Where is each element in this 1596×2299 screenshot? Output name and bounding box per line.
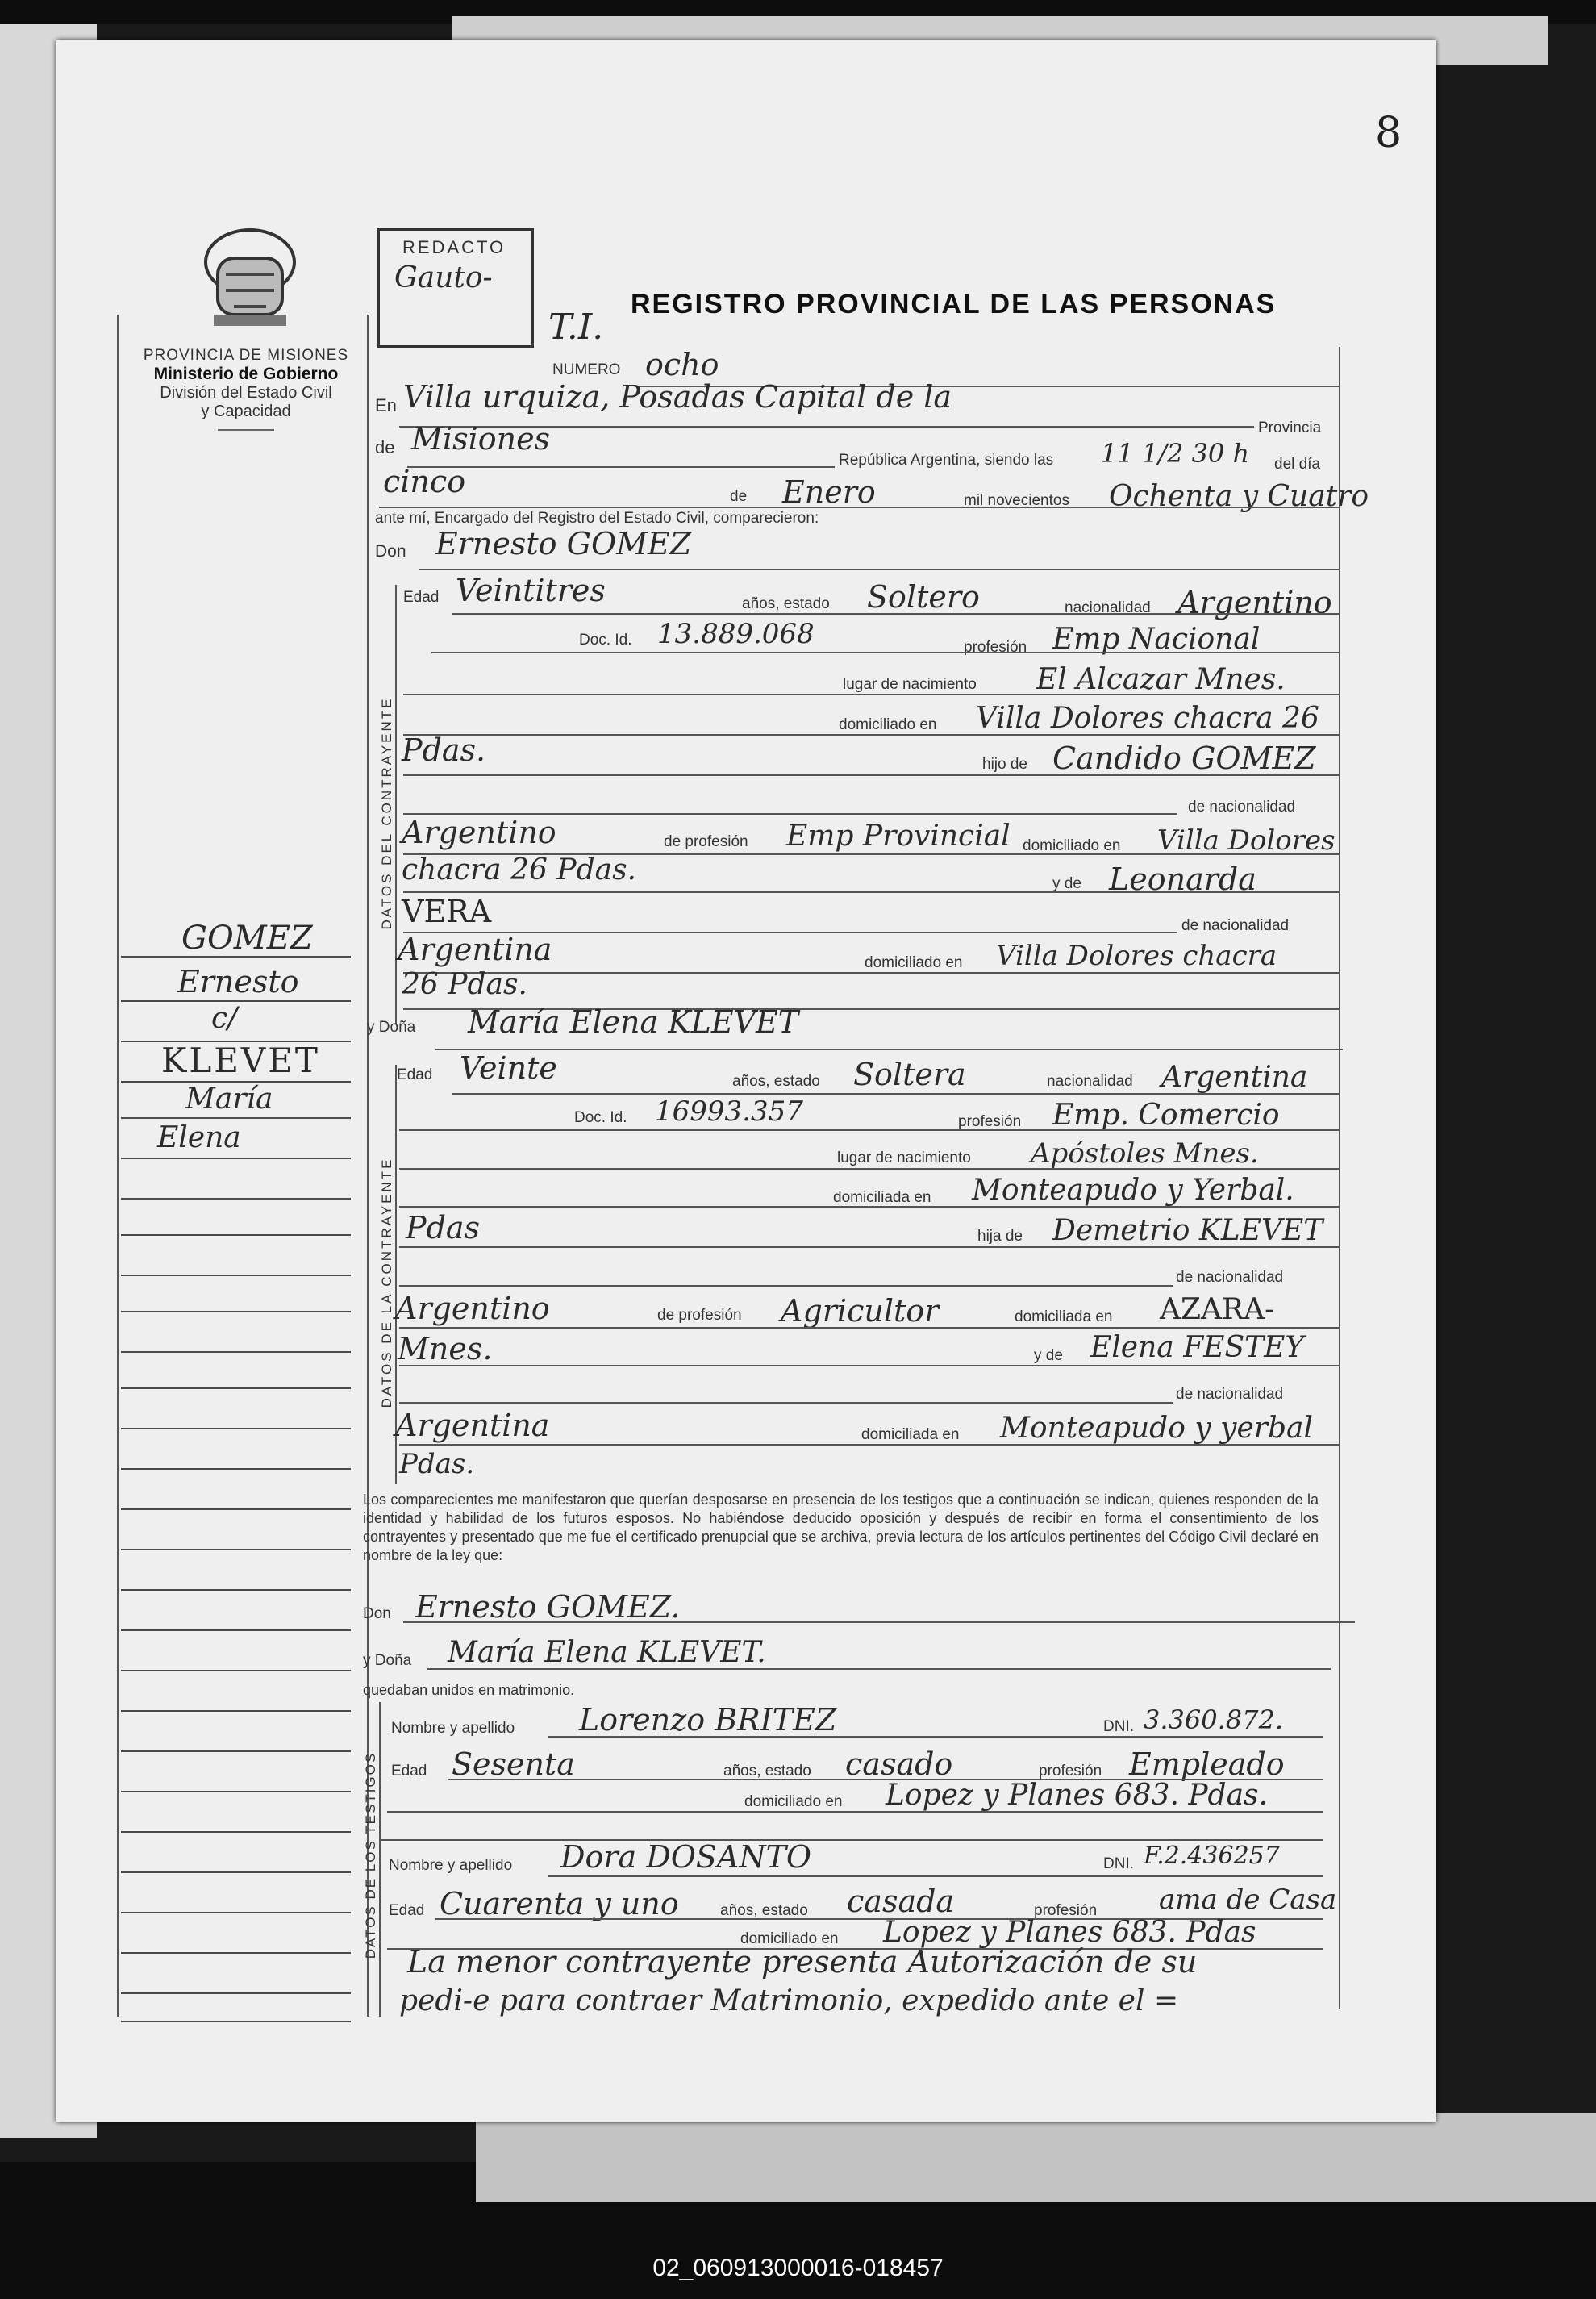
declara-don-line (403, 1621, 1355, 1623)
padre-line (403, 774, 1339, 776)
declara-dona-label: y Doña (363, 1652, 412, 1669)
contrayenta-madre-dom2: Pdas. (399, 1448, 475, 1480)
testigo1-edad-label: Edad (391, 1763, 427, 1780)
anio-value: Ochenta y Cuatro (1109, 480, 1369, 513)
testigo1-nombre-line (548, 1736, 1323, 1738)
margin-firstname: Ernesto (177, 964, 299, 999)
margin-line (121, 1549, 351, 1550)
republica-label: República Argentina, siendo las (839, 452, 1054, 469)
contrayenta-nombre: María Elena KLEVET (468, 1004, 799, 1040)
anos-estado-label: años, estado (742, 595, 830, 612)
margin-line (121, 2021, 351, 2022)
contrayenta-madre-dom-label: domiciliada en (861, 1426, 960, 1443)
margin-divider (117, 315, 119, 2017)
contrayente-domicilio2: Pdas. (402, 732, 486, 768)
testigo1-dom-line (387, 1811, 1323, 1813)
side-contrayenta: DATOS DE LA CONTRAYENTE (379, 1157, 394, 1408)
don-line (419, 569, 1339, 570)
contrayenta-estado: Soltera (853, 1057, 966, 1092)
nacionalidad-label: nacionalidad (1065, 599, 1151, 616)
lugar-nac-label: lugar de nacimiento (843, 676, 977, 693)
ti-mark: T.I. (548, 307, 604, 348)
contrayente-madre-dom2: 26 Pdas. (402, 968, 527, 1001)
contrayente-domicilio: Villa Dolores chacra 26 (976, 702, 1319, 735)
del-dia-label: del día (1274, 456, 1321, 473)
numero-value: ocho (645, 347, 719, 382)
declara-don-label: Don (363, 1605, 391, 1622)
authority-capacity: y Capacidad (201, 403, 291, 420)
doc-line (431, 652, 1339, 653)
margin-line (121, 1508, 351, 1510)
margin-line (121, 1629, 351, 1631)
margin-line (121, 1912, 351, 1913)
contrayente-madre-nac: Argentina (398, 932, 552, 967)
footer-code: 02_060913000016-018457 (652, 2255, 944, 2281)
form-right-border (1339, 347, 1340, 2009)
authority-ministry: Ministerio de Gobierno (153, 365, 339, 383)
contrayenta-y-de-label: y de (1034, 1347, 1063, 1364)
domicilio-line (403, 734, 1339, 736)
edad-line (452, 613, 1339, 615)
margin-line (121, 1710, 351, 1712)
edad-label: Edad (403, 589, 440, 606)
contrayenta-doc-line (399, 1129, 1339, 1131)
testigos-divider (379, 1839, 1323, 1841)
don-label: Don (375, 542, 406, 561)
contrayenta-doc-label: Doc. Id. (574, 1109, 627, 1126)
margin-line (121, 1428, 351, 1429)
margin-line (121, 1351, 351, 1353)
contrayente-padre-dom2: chacra 26 Pdas. (402, 853, 636, 887)
hora-value: 11 1/2 30 h (1101, 438, 1250, 469)
margin-line (121, 1117, 351, 1119)
mes-value: Enero (782, 474, 876, 510)
y-de-label: y de (1052, 875, 1081, 892)
margin-line (121, 1831, 351, 1833)
contrayenta-madre-dom-line (399, 1444, 1339, 1446)
margin-line (121, 1750, 351, 1752)
profesion-label: profesión (964, 639, 1027, 656)
margin-line (121, 1234, 351, 1236)
margin-spouse-name2: Elena (157, 1121, 241, 1154)
madre-de-nacionalidad-label: de nacionalidad (1181, 917, 1290, 934)
testigo1-nombre: Lorenzo BRITEZ (579, 1702, 837, 1738)
contrayente-estado: Soltero (867, 579, 980, 615)
contrayenta-madre-dom: Monteapudo y yerbal (1000, 1412, 1314, 1445)
contrayenta-profesion: Emp. Comercio (1052, 1099, 1280, 1132)
en-value: Villa urquiza, Posadas Capital de la (403, 379, 952, 415)
testigos-bracket (379, 1702, 381, 2017)
contrayenta-edad-label: Edad (397, 1066, 433, 1083)
contrayente-madre2: VERA (402, 894, 492, 929)
margin-line (121, 1952, 351, 1954)
declaration-paragraph: Los comparecientes me manifestaron que querían desposarse en presencia de los testigos que a continuación se indican, quienes responden de la identidad y habilidad de los futuros esposos. No habiéndose deducido oposición y después de recibir en forma el consentimiento de los contrayentes y presentado que me fue el certificado prenupcial que se archiva, previa lectura de los artículos pertinentes del Código Civil declaré en nombre de la ley que: (363, 1492, 1319, 1563)
testigo2-edad-label: Edad (389, 1902, 425, 1919)
declara-don: Ernesto GOMEZ. (415, 1589, 681, 1625)
dona-line (435, 1049, 1343, 1050)
stamp-value: Gauto- (394, 261, 493, 294)
testigo2-edad: Cuarenta y uno (440, 1886, 679, 1921)
authority-divider (218, 429, 274, 431)
redacto-stamp (377, 228, 534, 348)
contrayente-madre: Leonarda (1109, 862, 1256, 897)
testigo2-domicilio: Lopez y Planes 683. Pdas (883, 1916, 1256, 1949)
margin-surname: GOMEZ (181, 920, 313, 957)
nota-line1: La menor contrayente presenta Autorización de su (407, 1944, 1198, 1980)
contrayenta-padre-dom: AZARA- (1160, 1293, 1275, 1326)
contrayenta-edad: Veinte (460, 1050, 557, 1086)
testigo2-nombre: Dora DOSANTO (560, 1839, 812, 1875)
madre-dom-line (403, 972, 1339, 974)
contrayente-padre-prof: Emp Provincial (786, 820, 1011, 853)
mil-label: mil novecientos (964, 492, 1069, 509)
contrayenta-madre-line (399, 1365, 1339, 1366)
contrayente-profesion: Emp Nacional (1052, 623, 1261, 656)
contrayenta-padre-dom2: Mnes. (398, 1331, 493, 1366)
contrayenta-madre-nac-label: de nacionalidad (1176, 1386, 1284, 1403)
margin-con: c/ (211, 1002, 238, 1035)
hija-de-label: hija de (977, 1228, 1023, 1245)
margin-line (121, 1198, 351, 1200)
contrayente-lugar-nac: El Alcazar Mnes. (1036, 663, 1286, 696)
declara-dona-line (427, 1668, 1331, 1670)
margin-line (121, 1468, 351, 1470)
provincia-line (407, 466, 835, 468)
margin-line (121, 1311, 351, 1312)
de-label: de (375, 437, 395, 457)
stamp-label: REDACTO (402, 237, 506, 257)
testigo2-profesion: ama de Casa (1159, 1884, 1337, 1916)
testigo2-dni-label: DNI. (1103, 1855, 1134, 1872)
margin-spouse-name1: María (185, 1083, 273, 1116)
contrayenta-padre-line (399, 1246, 1339, 1248)
testigo2-prof-label: profesión (1034, 1902, 1098, 1919)
contrayente-padre: Candido GOMEZ (1052, 741, 1316, 776)
contrayenta-domicilio2: Pdas (406, 1210, 481, 1245)
side-testigos: DATOS DE LOS TESTIGOS (363, 1751, 378, 1959)
contrayenta-madre-nac: Argentina (395, 1408, 550, 1443)
contrayenta-dom-line (399, 1206, 1339, 1208)
page-number: 8 (1375, 109, 1402, 157)
authority-division: División del Estado Civil (160, 384, 332, 402)
lugar-line (403, 694, 1339, 695)
nota-line2: pedi-e para contraer Matrimonio, expedido ante el = (399, 1984, 1179, 2017)
testigo1-nombre-label: Nombre y apellido (391, 1720, 515, 1737)
contrayente-padre-dom: Villa Dolores (1157, 824, 1336, 857)
contrayenta-padre-dom-label: domiciliada en (1015, 1308, 1113, 1325)
margin-line (121, 1992, 351, 1994)
testigo1-dom-label: domiciliado en (744, 1793, 843, 1810)
madre-line (403, 891, 1339, 893)
bottom-sheet (476, 2113, 1596, 2202)
madre-domiciliado-label: domiciliado en (865, 954, 963, 971)
contrayenta-padre: Demetrio KLEVET (1052, 1214, 1323, 1247)
contrayenta-edad-line (452, 1093, 1339, 1095)
contrayenta-prof-label: profesión (958, 1113, 1022, 1130)
testigo2-estado-label: años, estado (720, 1902, 808, 1919)
contrayenta-nac-label: nacionalidad (1047, 1073, 1133, 1090)
de-profesion-label: de profesión (664, 833, 748, 850)
testigo2-dom-label: domiciliado en (740, 1930, 839, 1947)
contrayenta-padre-nac: Argentino (395, 1291, 550, 1326)
testigo1-dni-label: DNI. (1103, 1718, 1134, 1735)
testigo1-prof-label: profesión (1039, 1763, 1102, 1780)
margin-line (121, 1871, 351, 1873)
seal-emblem (198, 226, 302, 335)
provincia-value: Misiones (411, 421, 551, 457)
margin-line (121, 1670, 351, 1671)
contrayenta-padre-nac-label: de nacionalidad (1176, 1269, 1284, 1286)
hijo-de-label: hijo de (982, 756, 1027, 773)
contrayenta-padre-prof-label: de profesión (657, 1307, 742, 1324)
testigo1-estado-label: años, estado (723, 1763, 811, 1780)
quedaban-text: quedaban unidos en matrimonio. (363, 1682, 575, 1698)
contrayente-nacionalidad: Argentino (1177, 585, 1332, 620)
contrayente-madre-dom: Villa Dolores chacra (996, 940, 1277, 972)
authority-block (129, 347, 363, 431)
ante-mi-text: ante mí, Encargado del Registro del Estado Civil, comparecieron: (375, 510, 819, 527)
margin-line (121, 1589, 351, 1591)
doc-label: Doc. Id. (579, 632, 632, 649)
contrayenta-lugar-line (399, 1168, 1339, 1170)
testigo2-dni: F.2.436257 (1144, 1842, 1280, 1870)
de2-label: de (730, 488, 748, 505)
testigo1-profesion: Empleado (1129, 1746, 1285, 1782)
margin-line (121, 1158, 351, 1159)
domiciliado-en-label: domiciliado en (839, 716, 937, 733)
margin-line (121, 1791, 351, 1792)
en-label: En (375, 395, 397, 415)
y-dona-label: y Doña (367, 1019, 416, 1036)
contrayenta-padre-nac-line (399, 1285, 1173, 1287)
declara-dona: María Elena KLEVET. (448, 1636, 766, 1669)
contrayente-bracket (395, 585, 397, 1024)
margin-spouse-surname: KLEVET (161, 1041, 320, 1080)
testigo2-nombre-line (548, 1876, 1323, 1877)
contrayenta-lugar-nac: Apóstoles Mnes. (1031, 1137, 1259, 1170)
contrayente-doc: 13.889.068 (657, 618, 815, 650)
domiciliada-en-label: domiciliada en (833, 1189, 931, 1206)
contrayenta-nacionalidad: Argentina (1161, 1061, 1308, 1094)
margin-line (121, 1387, 351, 1389)
contrayenta-lugar-label: lugar de nacimiento (837, 1150, 971, 1166)
provincia-label: Provincia (1258, 419, 1322, 436)
contrayente-edad: Veintitres (456, 573, 606, 608)
fecha-line (379, 507, 1339, 508)
testigo1-estado: casado (845, 1746, 953, 1782)
authority-province: PROVINCIA DE MISIONES (143, 347, 349, 364)
contrayente-padre-nac: Argentino (402, 815, 556, 850)
testigo2-nombre-label: Nombre y apellido (389, 1857, 513, 1874)
dia-value: cinco (383, 464, 466, 499)
contrayenta-doc: 16993.357 (655, 1095, 803, 1128)
contrayenta-madre: Elena FESTEY (1090, 1331, 1305, 1364)
contrayenta-madre-nac-line (399, 1402, 1173, 1404)
contrayenta-padre-prof-line (399, 1327, 1339, 1329)
contrayenta-estado-label: años, estado (732, 1073, 820, 1090)
contrayenta-domicilio: Monteapudo y Yerbal. (972, 1174, 1294, 1207)
testigo2-estado: casada (847, 1884, 955, 1919)
registry-title: REGISTRO PROVINCIAL DE LAS PERSONAS (631, 289, 1277, 319)
de-nacionalidad-label: de nacionalidad (1188, 799, 1296, 816)
testigo1-edad: Sesenta (452, 1746, 575, 1782)
testigo1-domicilio: Lopez y Planes 683. Pdas. (886, 1779, 1268, 1812)
side-contrayente: DATOS DEL CONTRAYENTE (379, 696, 394, 930)
numero-label: NUMERO (552, 361, 621, 378)
domiciliado-label: domiciliado en (1023, 837, 1121, 854)
contrayenta-padre-prof: Agricultor (781, 1293, 940, 1329)
contrayente-nombre: Ernesto GOMEZ (435, 526, 692, 561)
testigo1-dni: 3.360.872. (1144, 1704, 1284, 1735)
margin-line (121, 1275, 351, 1276)
